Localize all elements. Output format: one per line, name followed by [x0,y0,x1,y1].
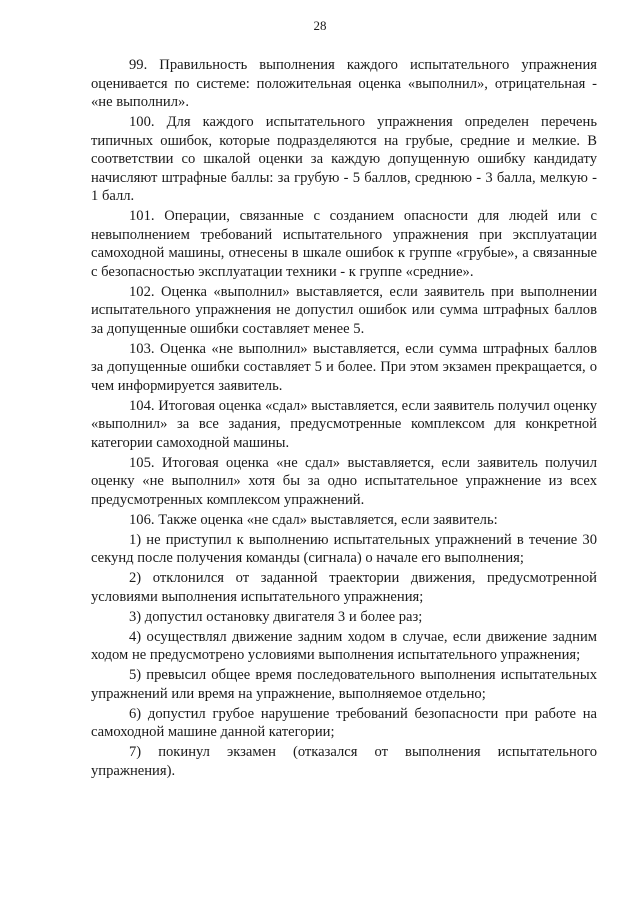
list-item-4: 4) осуществлял движение задним ходом в случае, если движение задним ходом не предусмотрено условиями выполнения испытательного упражнения; [91,628,597,663]
paragraph-103: 103. Оценка «не выполнил» выставляется, если сумма штрафных баллов за допущенные ошибки составляет 5 и более. При этом экзамен прекращается, о чем информируется заявитель. [91,340,597,394]
paragraph-100: 100. Для каждого испытательного упражнения определен перечень типичных ошибок, которые подразделяются на грубые, средние и мелкие. В соответствии со шкалой оценки за каждую допущенную ошибку кандидату начисляют штрафные баллы: за грубую - 5 баллов, среднюю - 3 балла, мелкую - 1 балл. [91,114,597,204]
paragraph-99: 99. Правильность выполнения каждого испытательного упражнения оценивается по системе: положительная оценка «выполнил», отрицательная - «не выполнил». [91,57,597,110]
list-item-2: 2) отклонился от заданной траектории движения, предусмотренной условиями выполнения испытательного упражнения; [91,570,597,605]
paragraph-106: 106. Также оценка «не сдал» выставляется, если заявитель: [129,511,498,528]
list-item-6: 6) допустил грубое нарушение требований безопасности при работе на самоходной машине данной категории; [91,705,597,740]
list-item-7: 7) покинул экзамен (отказался от выполнения испытательного упражнения). [91,744,597,779]
list-item-5: 5) превысил общее время последовательного выполнения испытательных упражнений или время на упражнение, выполняемое отдельно; [91,667,597,702]
paragraph-101: 101. Операции, связанные с созданием опасности для людей или с невыполнением требований испытательного упражнения при эксплуатации самоходной машины, отнесены в шкале ошибок к группе «грубые», а связанные с безопасностью эксплуатации техники - к группе «средние». [91,208,597,280]
document-body [91,56,597,782]
paragraph-104: 104. Итоговая оценка «сдал» выставляется, если заявитель получил оценку «выполнил» за все задания, предусмотренные комплексом для конкретной категории самоходной машины. [91,397,597,451]
list-item-1: 1) не приступил к выполнению испытательных упражнений в течение 30 секунд после получения команды (сигнала) о начале его выполнения; [91,531,597,566]
list-item-3: 3) допустил остановку двигателя 3 и более раз; [129,608,423,625]
paragraph-105: 105. Итоговая оценка «не сдал» выставляется, если заявитель получил оценку «не выполнил» хотя бы за одно испытательное упражнение из всех предусмотренных комплексом упражнений. [91,454,597,508]
paragraph-102: 102. Оценка «выполнил» выставляется, если заявитель при выполнении испытательного упражнения не допустил ошибок или сумма штрафных баллов за допущенные ошибки составляет менее 5. [91,283,597,337]
page-number: 28 [313,18,327,33]
